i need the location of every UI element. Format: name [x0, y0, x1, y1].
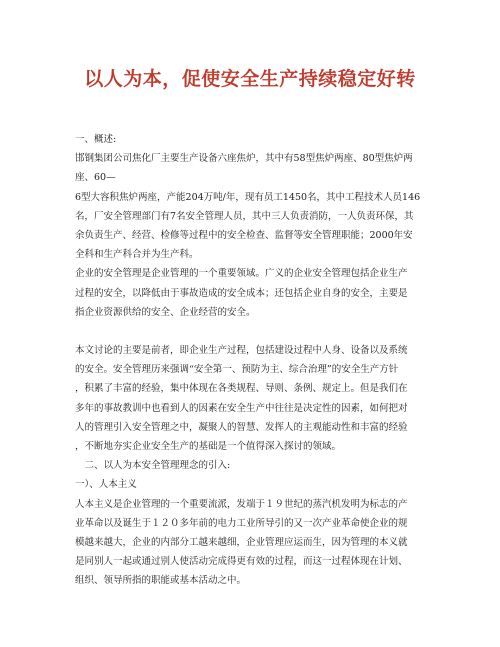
page-title: 以人为本，促使安全生产持续稳定好转: [84, 68, 416, 90]
text-line: 的安全。安全管理历来强调“安全第一、预防为主、综合治理”的安全生产方针: [75, 364, 399, 376]
paragraph-gap: [75, 322, 427, 341]
text-line: 人本主义是企业管理的一个重要流派，发端于１９世纪的蒸汽机发明为标志的产: [75, 498, 408, 510]
text-line: 组织、领导所指的职能或基本活动之中。: [75, 575, 247, 587]
text-line: 6型大容积焦炉两座，产能204万吨/年，现有员工1450名，其中工程技术人员146: [75, 191, 421, 203]
text-line: 业革命以及诞生于１２０多年前的电力工业所导引的又一次产业革命使企业的规: [75, 517, 408, 529]
text-line: 余负责生产、经营、检修等过程中的安全检查、监督等安全管理职能；2000年安: [75, 229, 413, 241]
text-line: 模越来越大，企业的内部分工越来越细，企业管理应运而生，因为管理的本义就: [75, 536, 408, 548]
text-line: 名，厂安全管理部门有7名安全管理人员，其中三人负责消防，一人负责环保，其: [75, 210, 414, 222]
text-line: ，积累了丰富的经验，集中体现在各类规程、导则、条例、规定上。但是我们在: [75, 383, 408, 395]
text-line: 过程的安全，以降低由于事故造成的安全成本；还包括企业自身的安全，主要是: [75, 287, 408, 299]
text-line: 座、60—: [75, 172, 116, 184]
text-line: 多年的事故教训中也看到人的因素在安全生产中往往是决定性的因素，如何把对: [75, 402, 408, 414]
section-heading: 二、以人为本安全管理理念的引入:: [75, 460, 231, 472]
text-line: 指企业资源供给的安全、企业经营的安全。: [75, 306, 256, 318]
text-line: 是同别人一起或通过别人使活动完成得更有效的过程，而这一过程体现在计划、: [75, 556, 408, 568]
text-line: 本文讨论的主要是前者，即企业生产过程，包括建设过程中人身、设备以及系统: [75, 345, 408, 357]
text-line: 人的管理引入安全管理之中，凝聚人的智慧、发挥人的主观能动性和丰富的经验: [75, 421, 408, 433]
text-line: 企业的安全管理是企业管理的一个重要领域。广义的企业安全管理包括企业生产: [75, 268, 408, 280]
text-line: 全科和生产科合并为生产科。: [75, 249, 199, 261]
text-line: 一、概述:: [75, 134, 117, 145]
text-line: 邯钢集团公司焦化厂主要生产设备六座焦炉，其中有58型焦炉两座、80型焦炉两: [75, 153, 413, 165]
text-line: ，不断地夯实企业安全生产的基础是一个值得深入探讨的领域。: [75, 441, 342, 452]
subsection-heading: 一）、人本主义: [75, 479, 137, 491]
document-body: [75, 130, 427, 591]
